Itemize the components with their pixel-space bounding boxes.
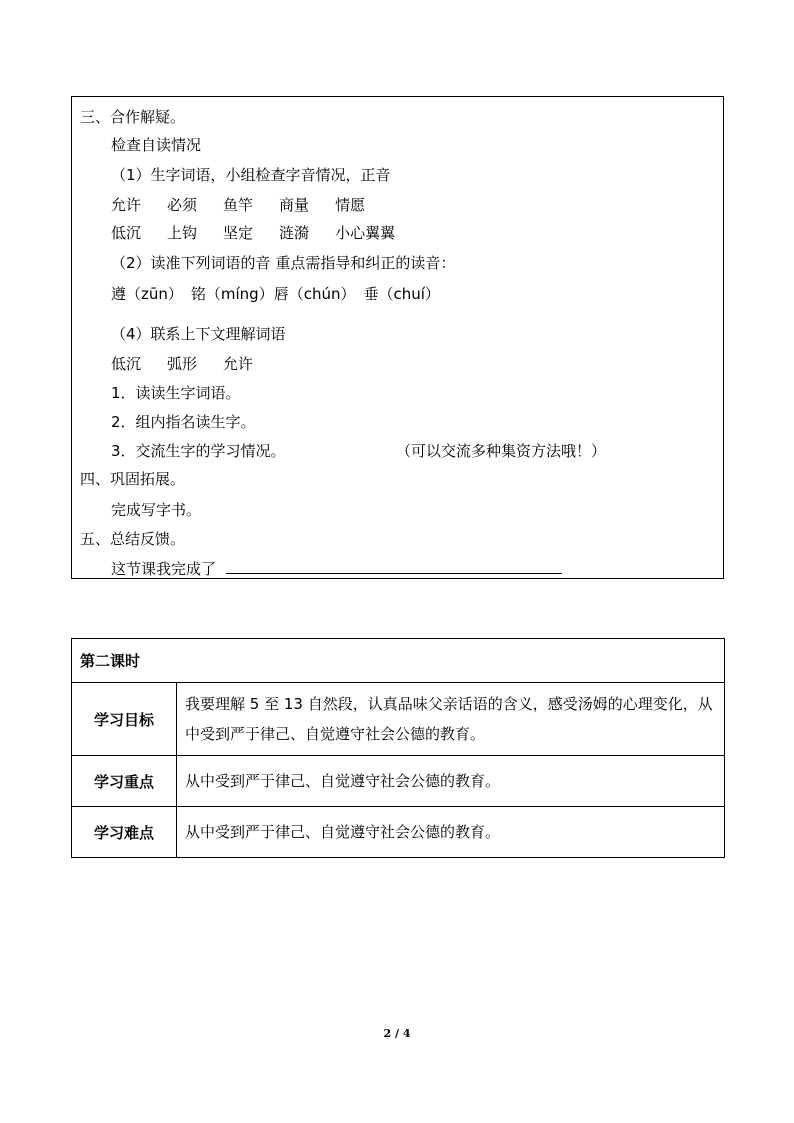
pinyin-word: 遵（zūn） xyxy=(111,285,183,303)
step-3-note: （可以交流多种集资方法哦！） xyxy=(396,442,607,460)
word: 小心翼翼 xyxy=(335,224,396,242)
lesson-2-table xyxy=(71,638,725,858)
step-1: 1．读读生字词语。 xyxy=(111,384,241,402)
word: 弧形 xyxy=(167,355,198,373)
heading-section-4: 四、巩固拓展。 xyxy=(80,470,186,488)
summary-line xyxy=(111,559,562,579)
word: 低沉 xyxy=(111,224,142,242)
heading-section-3: 三、合作解疑。 xyxy=(80,108,186,126)
activity-section-box xyxy=(71,96,724,579)
key-point-content: 从中受到严于律己、自觉遵守社会公德的教育。 xyxy=(177,756,725,807)
step-2: 2．组内指名读生字。 xyxy=(111,413,256,431)
summary-blank[interactable] xyxy=(226,559,562,574)
key-point-label: 学习重点 xyxy=(72,756,177,807)
page-number: 2 / 4 xyxy=(383,1027,411,1040)
task-4: 完成写字书。 xyxy=(111,501,202,519)
check-title: 检查自读情况 xyxy=(111,136,202,154)
words-row-3 xyxy=(111,354,253,374)
pinyin-word: 铭（míng） xyxy=(190,285,274,303)
objective-label: 学习目标 xyxy=(72,683,177,756)
heading-section-5: 五、总结反馈。 xyxy=(80,530,186,548)
word: 低沉 xyxy=(111,355,142,373)
lesson-2-title: 第二课时 xyxy=(72,639,725,683)
word: 鱼竿 xyxy=(223,196,254,214)
word: 允许 xyxy=(111,196,142,214)
word: 商量 xyxy=(279,196,310,214)
word: 必须 xyxy=(167,196,198,214)
summary-prompt: 这节课我完成了 xyxy=(111,560,217,578)
word: 涟漪 xyxy=(279,224,310,242)
word: 上钩 xyxy=(167,224,198,242)
words-row-2 xyxy=(111,223,395,243)
item1-title: （1）生字词语，小组检查字音情况，正音 xyxy=(111,166,391,184)
pinyin-row xyxy=(111,284,440,304)
word: 情愿 xyxy=(335,196,366,214)
word: 允许 xyxy=(223,355,254,373)
objective-content: 我要理解 5 至 13 自然段，认真品味父亲话语的含义，感受汤姆的心理变化，从中受到严于律己、自觉遵守社会公德的教育。 xyxy=(177,683,725,756)
item4-title: （4）联系上下文理解词语 xyxy=(111,325,286,343)
item2-title: （2）读准下列词语的音 重点需指导和纠正的读音： xyxy=(111,254,456,272)
difficulty-label: 学习难点 xyxy=(72,807,177,858)
difficulty-content: 从中受到严于律己、自觉遵守社会公德的教育。 xyxy=(177,807,725,858)
words-row-1 xyxy=(111,195,365,215)
pinyin-word: 垂（chuí） xyxy=(363,285,440,303)
word: 坚定 xyxy=(223,224,254,242)
step-3: 3．交流生字的学习情况。 xyxy=(111,442,286,460)
pinyin-word: 唇（chún） xyxy=(273,285,356,303)
